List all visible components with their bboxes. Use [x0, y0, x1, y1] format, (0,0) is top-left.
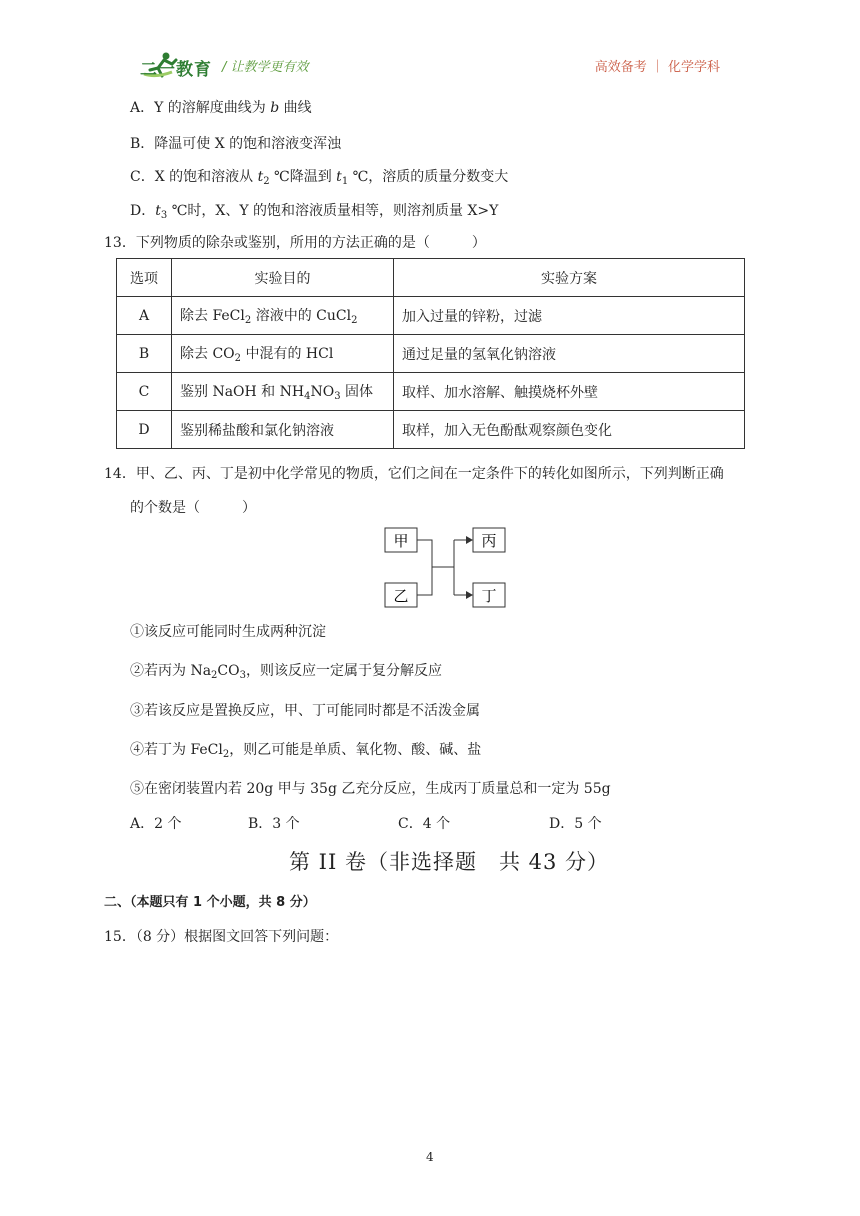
q12-option-b: B．降温可使 X 的饱和溶液变浑浊: [130, 136, 342, 152]
table-cell-goal: 鉴别稀盐酸和氯化钠溶液: [172, 411, 394, 449]
header-slogan: / 让教学更有效: [222, 60, 309, 75]
q14-statement-1: ①该反应可能同时生成两种沉淀: [130, 624, 326, 640]
table-header-row: [117, 259, 745, 297]
q14-stem-line2: 的个数是（ ）: [130, 500, 256, 516]
table-header: 选项: [117, 259, 172, 297]
q14-option-d: D．5 个: [549, 816, 602, 832]
q14-transformation-diagram: [384, 526, 508, 610]
table-cell-option: D: [117, 411, 172, 449]
q12-option-d: D．$t_3$ ℃时，X、Y 的饱和溶液质量相等，则溶剂质量 X>Y: [130, 203, 499, 221]
q14-statement-3: ③若该反应是置换反应，甲、丁可能同时都是不活泼金属: [130, 703, 480, 719]
table-header: 实验目的: [172, 259, 394, 297]
label-ding: 丁: [481, 587, 497, 605]
q14-option-c: C．4 个: [398, 816, 451, 832]
table-row: [117, 411, 745, 449]
label-bing: 丙: [481, 532, 497, 550]
q12-option-c: C．X 的饱和溶液从 $t_2$ ℃降温到 $t_1$ ℃，溶质的质量分数变大: [130, 169, 509, 187]
table-cell-plan: 取样、加水溶解、触摸烧杯外壁: [394, 373, 745, 411]
label-jia: 甲: [393, 532, 409, 550]
q13-table: [116, 258, 745, 449]
table-cell-option: B: [117, 335, 172, 373]
table-cell-option: A: [117, 297, 172, 335]
table-cell-goal: 除去 $CO_2$ 中混有的 HCl: [172, 335, 394, 373]
q12-option-a: A．Y 的溶解度曲线为 b 曲线: [130, 100, 312, 116]
q13-stem: 13．下列物质的除杂或鉴别，所用的方法正确的是（ ）: [104, 235, 486, 251]
page-number: 4: [426, 1150, 434, 1164]
table-cell-option: C: [117, 373, 172, 411]
table-row: [117, 297, 745, 335]
q14-option-a: A．2 个: [130, 816, 182, 832]
arrow-to-bing-icon: [466, 536, 473, 544]
label-yi: 乙: [393, 587, 409, 605]
table-header: 实验方案: [394, 259, 745, 297]
table-cell-goal: 除去 FeCl$_2$ 溶液中的 CuCl$_2$: [172, 297, 394, 335]
table-cell-goal: 鉴别 NaOH 和 $NH_4NO_3$ 固体: [172, 373, 394, 411]
q15-stem: 15．（8 分）根据图文回答下列问题：: [104, 929, 339, 945]
header-subject: 高效备考 ｜ 化学学科: [594, 60, 720, 75]
arrow-to-ding-icon: [466, 591, 473, 599]
part2-heading: 第 II 卷（非选择题 共 43 分）: [289, 850, 610, 874]
q14-statement-2: ②若丙为 $Na_2CO_3$，则该反应一定属于复分解反应: [130, 663, 442, 681]
logo-text: 二一教育: [140, 60, 212, 80]
connector-lines: [417, 540, 470, 595]
q14-stem-line1: 14．甲、乙、丙、丁是初中化学常见的物质，它们之间在一定条件下的转化如图所示，下列判断正确: [104, 466, 724, 482]
table-cell-plan: 通过足量的氢氧化钠溶液: [394, 335, 745, 373]
q14-statement-5: ⑤在密闭装置内若 20g 甲与 35g 乙充分反应，生成丙丁质量总和一定为 55g: [130, 781, 611, 797]
q14-option-b: B．3 个: [248, 816, 300, 832]
table-row: [117, 335, 745, 373]
q14-statement-4: ④若丁为 FeCl$_2$，则乙可能是单质、氧化物、酸、碱、盐: [130, 742, 482, 760]
table-cell-plan: 加入过量的锌粉，过滤: [394, 297, 745, 335]
section-heading: 二、（本题只有 1 个小题，共 8 分）: [104, 895, 316, 910]
table-cell-plan: 取样，加入无色酚酞观察颜色变化: [394, 411, 745, 449]
table-row: [117, 373, 745, 411]
